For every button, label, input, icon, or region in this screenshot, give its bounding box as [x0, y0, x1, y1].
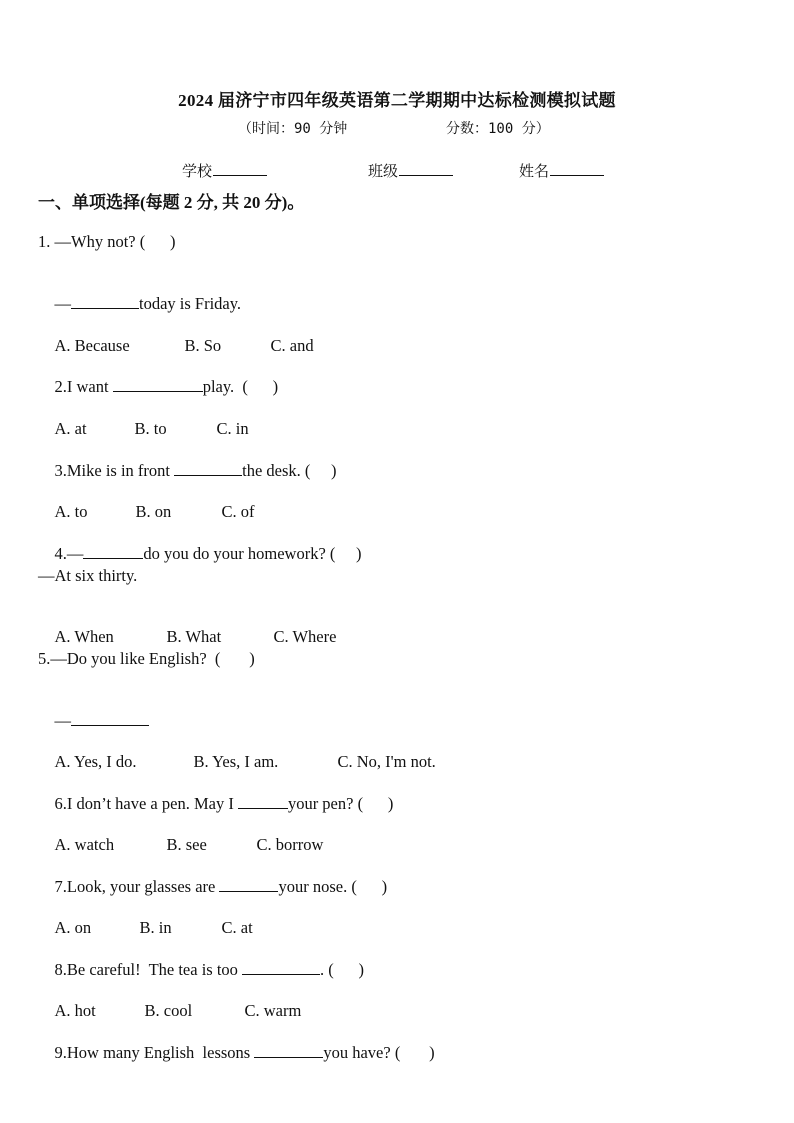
- option-c[interactable]: C. warm: [244, 1001, 302, 1020]
- option-a[interactable]: A. at: [54, 419, 87, 438]
- school-label: 学校: [182, 164, 213, 180]
- option-b[interactable]: B. What: [166, 627, 222, 646]
- option-b[interactable]: B. on: [135, 502, 172, 521]
- answer-blank[interactable]: [238, 794, 288, 809]
- time-limit: （时间：90 分钟: [238, 121, 348, 137]
- option-c[interactable]: C. No, I'm not.: [337, 752, 436, 771]
- question-3-text-after: the desk. ( ): [242, 461, 337, 480]
- option-a[interactable]: A. watch: [54, 835, 115, 854]
- answer-blank[interactable]: [254, 1043, 323, 1058]
- exam-title: 2024 届济宁市四年级英语第二学期期中达标检测模拟试题: [178, 91, 616, 110]
- option-a[interactable]: A. Because: [54, 336, 130, 355]
- name-field[interactable]: [519, 160, 604, 181]
- name-label: 姓名: [519, 164, 550, 180]
- question-9: [38, 1023, 435, 1083]
- answer-blank[interactable]: [219, 877, 278, 892]
- question-6-text-after: your pen? ( ): [287, 794, 394, 813]
- class-blank[interactable]: [399, 163, 453, 176]
- option-a[interactable]: A. to: [54, 502, 88, 521]
- question-4-reply: —At six thirty.: [38, 566, 138, 585]
- answer-blank[interactable]: [71, 711, 149, 726]
- dash: —: [54, 294, 71, 313]
- question-5-prompt: 5.—Do you like English? ( ): [38, 649, 255, 668]
- class-label: 班级: [368, 164, 399, 180]
- option-b[interactable]: B. to: [134, 419, 167, 438]
- answer-blank[interactable]: [71, 294, 139, 309]
- section-heading: 一、单项选择(每题 2 分, 共 20 分)。: [38, 193, 305, 212]
- answer-blank[interactable]: [242, 960, 320, 975]
- option-b[interactable]: B. see: [166, 835, 207, 854]
- option-c[interactable]: C. of: [221, 502, 255, 521]
- option-c[interactable]: C. borrow: [256, 835, 324, 854]
- class-field[interactable]: [368, 160, 453, 181]
- option-a[interactable]: A. hot: [54, 1001, 96, 1020]
- answer-blank[interactable]: [174, 461, 242, 476]
- option-a[interactable]: A. on: [54, 918, 92, 937]
- question-4-text-before: 4.—: [54, 544, 84, 563]
- name-blank[interactable]: [550, 163, 604, 176]
- option-c[interactable]: C. in: [216, 419, 249, 438]
- dash: —: [54, 711, 71, 730]
- total-score: 分数：100 分）: [446, 121, 550, 137]
- question-9-text-after: you have? ( ): [323, 1043, 435, 1062]
- option-b[interactable]: B. in: [139, 918, 172, 937]
- question-7-text-after: your nose. ( ): [278, 877, 388, 896]
- option-c[interactable]: C. and: [270, 336, 314, 355]
- question-2-text-before: 2.I want: [54, 377, 113, 396]
- question-1-prompt: 1. —Why not? ( ): [38, 232, 176, 251]
- question-7-text-before: 7.Look, your glasses are: [54, 877, 220, 896]
- question-8-text-before: 8.Be careful! The tea is too: [54, 960, 243, 979]
- question-4-text-after: do you do your homework? ( ): [143, 544, 362, 563]
- answer-blank[interactable]: [83, 544, 143, 559]
- option-b[interactable]: B. So: [184, 336, 222, 355]
- option-a[interactable]: A. Yes, I do.: [54, 752, 137, 771]
- option-c[interactable]: C. at: [221, 918, 253, 937]
- question-1-reply-text: today is Friday.: [139, 294, 242, 313]
- question-2-text-after: play. ( ): [202, 377, 279, 396]
- answer-blank[interactable]: [113, 377, 203, 392]
- school-field[interactable]: [182, 160, 267, 181]
- option-c[interactable]: C. Where: [273, 627, 337, 646]
- option-b[interactable]: B. cool: [144, 1001, 193, 1020]
- question-3-text-before: 3.Mike is in front: [54, 461, 175, 480]
- question-8-text-after: . ( ): [320, 960, 365, 979]
- option-a[interactable]: A. When: [54, 627, 114, 646]
- question-6-text-before: 6.I don’t have a pen. May I: [54, 794, 238, 813]
- option-b[interactable]: B. Yes, I am.: [193, 752, 279, 771]
- question-9-text-before: 9.How many English lessons: [54, 1043, 255, 1062]
- school-blank[interactable]: [213, 163, 267, 176]
